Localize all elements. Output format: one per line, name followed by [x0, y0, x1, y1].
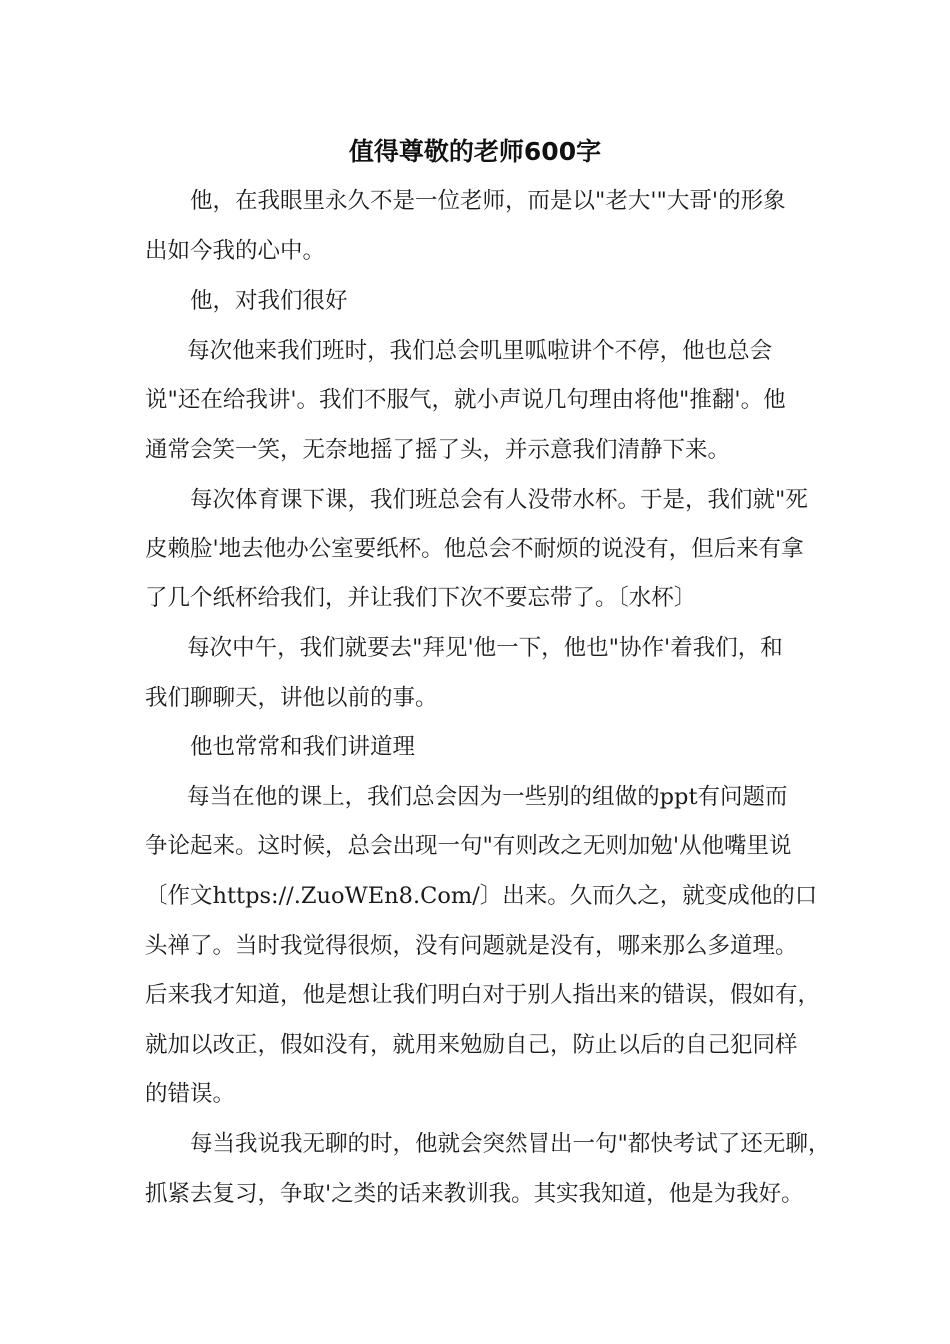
text-line: 他，对我们很好: [190, 288, 348, 314]
text-line: 每次中午，我们就要去"拜见'他一下，他也"协作'着我们，和: [180, 635, 783, 661]
text-line: 通常会笑一笑，无奈地摇了摇了头，并示意我们清静下来。: [145, 437, 731, 463]
text-line: 皮赖脸'地去他办公室要纸杯。他总会不耐烦的说没有，但后来有拿: [145, 536, 804, 562]
text-line: 抓紧去复习，争取'之类的话来教训我。其实我知道，他是为我好。: [145, 1181, 804, 1207]
text-line: 每次体育课下课，我们班总会有人没带水杯。于是，我们就"死: [190, 487, 808, 513]
text-line: 后来我才知道，他是想让我们明白对于别人指出来的错误，假如有，: [145, 982, 821, 1008]
text-line: 头禅了。当时我觉得很烦，没有问题就是没有，哪来那么多道理。: [145, 933, 798, 959]
text-line: 每当在他的课上，我们总会因为一些别的组做的ppt有问题而: [180, 784, 788, 810]
text-line: 每次他来我们班时，我们总会叽里呱啦讲个不停，他也总会: [180, 338, 773, 364]
text-line: 〔作文https://.ZuoWEn8.Com/〕出来。久而久之，就变成他的口: [145, 883, 818, 909]
text-line: 我们聊聊天，讲他以前的事。: [145, 685, 438, 711]
text-line: 他也常常和我们讲道理: [190, 734, 416, 760]
text-line: 争论起来。这时候，总会出现一句"有则改之无则加勉'从他嘴里说: [145, 833, 792, 859]
text-line: 每当我说我无聊的时，他就会突然冒出一句"都快考试了还无聊，: [190, 1131, 831, 1157]
text-line: 了几个纸杯给我们，并让我们下次不要忘带了。〔水杯〕: [145, 585, 697, 611]
text-line: 出如今我的心中。: [145, 238, 326, 264]
text-line: 说"还在给我讲'。我们不服气，就小声说几句理由将他"推翻'。他: [145, 387, 786, 413]
text-line: 就加以改正，假如没有，就用来勉励自己，防止以后的自己犯同样: [145, 1032, 798, 1058]
document-title: 值得尊敬的老师600字: [348, 137, 602, 166]
text-line: 的错误。: [145, 1081, 236, 1107]
text-line: 他，在我眼里永久不是一位老师，而是以"老大'"大哥'的形象: [190, 188, 786, 214]
